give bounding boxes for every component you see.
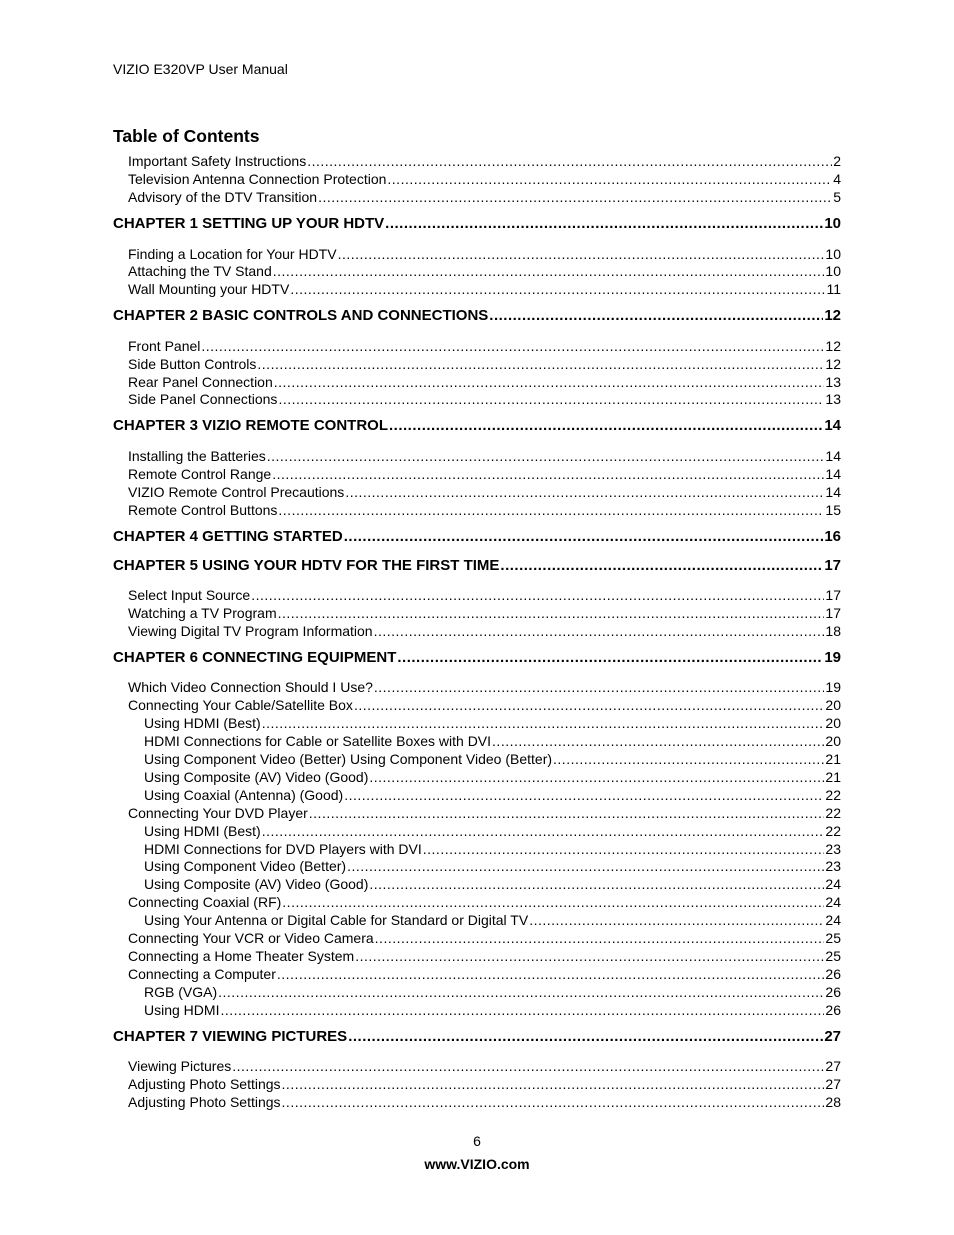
toc-entry-page-number: 24 — [825, 894, 841, 910]
toc-entry-page-number: 17 — [825, 587, 841, 603]
dot-leader — [262, 714, 825, 732]
toc-entry[interactable] — [144, 714, 841, 732]
toc-entry-label: VIZIO Remote Control Precautions — [128, 484, 345, 500]
toc-entry-page-number: 20 — [825, 733, 841, 749]
toc-entry-label: CHAPTER 3 VIZIO REMOTE CONTROL — [113, 417, 389, 434]
toc-entry[interactable] — [128, 501, 841, 519]
toc-entry-page-number: 19 — [824, 649, 841, 666]
dot-leader — [529, 911, 824, 929]
toc-entry[interactable] — [128, 947, 841, 965]
dot-leader — [374, 622, 825, 640]
toc-entry-page-number: 28 — [825, 1094, 841, 1110]
toc-entry-page-number: 26 — [825, 984, 841, 1000]
toc-entry-page-number: 2 — [833, 153, 841, 169]
toc-entry-page-number: 13 — [825, 391, 841, 407]
dot-leader — [375, 929, 825, 947]
toc-entry[interactable] — [128, 1093, 841, 1111]
toc-entry-page-number: 24 — [825, 876, 841, 892]
toc-entry-label: Using Composite (AV) Video (Good) — [144, 876, 369, 892]
dot-leader — [344, 527, 824, 547]
toc-chapter-entry[interactable] — [113, 648, 841, 668]
toc-entry[interactable] — [128, 965, 841, 983]
toc-entry[interactable] — [144, 750, 841, 768]
toc-entry-label: Using HDMI (Best) — [144, 823, 261, 839]
toc-entry[interactable] — [128, 373, 841, 391]
toc-entry[interactable] — [128, 152, 841, 170]
footer-url: www.VIZIO.com — [424, 1156, 530, 1172]
toc-entry-label: CHAPTER 7 VIEWING PICTURES — [113, 1028, 348, 1045]
toc-entry-page-number: 14 — [825, 466, 841, 482]
toc-entry-label: Using Component Video (Better) Using Component Video (Better) — [144, 751, 553, 767]
toc-entry-label: Finding a Location for Your HDTV — [128, 246, 337, 262]
toc-entry-page-number: 21 — [825, 751, 841, 767]
toc-entry-page-number: 23 — [825, 858, 841, 874]
toc-entry-label: Using Component Video (Better) — [144, 858, 347, 874]
dot-leader — [218, 983, 824, 1001]
toc-entry[interactable] — [144, 786, 841, 804]
dot-leader — [387, 170, 832, 188]
toc-entry-label: CHAPTER 5 USING YOUR HDTV FOR THE FIRST TIME — [113, 557, 500, 574]
toc-entry-page-number: 14 — [825, 448, 841, 464]
toc-entry[interactable] — [128, 337, 841, 355]
toc-entry-page-number: 15 — [825, 502, 841, 518]
toc-entry-label: HDMI Connections for DVD Players with DVI — [144, 841, 422, 857]
toc-entry-page-number: 5 — [833, 189, 841, 205]
toc-entry-label: Select Input Source — [128, 587, 251, 603]
toc-entry[interactable] — [128, 1075, 841, 1093]
dot-leader — [389, 416, 823, 436]
toc-entry-label: Remote Control Range — [128, 466, 272, 482]
toc-chapter-entry[interactable] — [113, 306, 841, 326]
toc-entry-page-number: 14 — [824, 417, 841, 434]
toc-entry-page-number: 11 — [826, 281, 841, 297]
toc-entry-label: Using HDMI (Best) — [144, 715, 261, 731]
toc-entry[interactable] — [128, 622, 841, 640]
dot-leader — [251, 586, 824, 604]
toc-entry-page-number: 20 — [825, 715, 841, 731]
toc-entry-label: Side Panel Connections — [128, 391, 278, 407]
dot-leader — [397, 648, 823, 668]
toc-entry-page-number: 26 — [825, 966, 841, 982]
toc-entry[interactable] — [128, 678, 841, 696]
toc-entry-page-number: 4 — [833, 171, 841, 187]
toc-entry[interactable] — [144, 840, 841, 858]
toc-entry-label: Viewing Pictures — [128, 1058, 232, 1074]
toc-entry[interactable] — [144, 822, 841, 840]
document-header-title: VIZIO E320VP User Manual — [113, 61, 288, 77]
toc-entry[interactable] — [144, 768, 841, 786]
toc-entry[interactable] — [128, 804, 841, 822]
toc-entry-page-number: 17 — [824, 557, 841, 574]
toc-entry-label: CHAPTER 1 SETTING UP YOUR HDTV — [113, 215, 385, 232]
toc-entry-page-number: 12 — [825, 338, 841, 354]
toc-entry-label: CHAPTER 6 CONNECTING EQUIPMENT — [113, 649, 397, 666]
toc-entry[interactable] — [128, 355, 841, 373]
dot-leader — [201, 337, 824, 355]
toc-entry-label: Connecting Your Cable/Satellite Box — [128, 697, 353, 713]
dot-leader — [500, 556, 823, 576]
toc-chapter-entry[interactable] — [113, 214, 841, 234]
toc-entry-label: Connecting a Home Theater System — [128, 948, 355, 964]
toc-chapter-entry[interactable] — [113, 1027, 841, 1047]
toc-entry[interactable] — [128, 188, 841, 206]
toc-entry-label: Attaching the TV Stand — [128, 263, 272, 279]
dot-leader — [423, 840, 825, 858]
toc-entry-label: Viewing Digital TV Program Information — [128, 623, 373, 639]
dot-leader — [262, 822, 825, 840]
dot-leader — [355, 947, 824, 965]
toc-entry-page-number: 10 — [824, 215, 841, 232]
dot-leader — [318, 188, 832, 206]
dot-leader — [369, 768, 824, 786]
toc-entry-page-number: 13 — [825, 374, 841, 390]
toc-entry[interactable] — [128, 929, 841, 947]
dot-leader — [344, 786, 824, 804]
dot-leader — [220, 1001, 824, 1019]
toc-entry-page-number: 25 — [825, 930, 841, 946]
dot-leader — [338, 245, 825, 263]
toc-entry-label: Side Button Controls — [128, 356, 257, 372]
dot-leader — [309, 804, 825, 822]
toc-entry-page-number: 18 — [825, 623, 841, 639]
toc-entry-label: CHAPTER 2 BASIC CONTROLS AND CONNECTIONS — [113, 307, 489, 324]
toc-entry-page-number: 12 — [824, 307, 841, 324]
dot-leader — [232, 1057, 824, 1075]
toc-entry[interactable] — [128, 280, 841, 298]
dot-leader — [345, 483, 824, 501]
dot-leader — [278, 501, 824, 519]
toc-entry-label: Connecting a Computer — [128, 966, 276, 982]
toc-entry-page-number: 10 — [825, 263, 841, 279]
toc-chapter-entry[interactable] — [113, 556, 841, 576]
dot-leader — [278, 604, 825, 622]
toc-entry-label: Using Composite (AV) Video (Good) — [144, 769, 369, 785]
toc-entry-page-number: 21 — [825, 769, 841, 785]
toc-entry[interactable] — [144, 857, 841, 875]
toc-entry-page-number: 24 — [825, 912, 841, 928]
dot-leader — [282, 1093, 825, 1111]
dot-leader — [369, 875, 824, 893]
dot-leader — [272, 465, 824, 483]
toc-entry-page-number: 17 — [825, 605, 841, 621]
dot-leader — [354, 696, 824, 714]
toc-entry[interactable] — [144, 1001, 841, 1019]
toc-entry-page-number: 26 — [825, 1002, 841, 1018]
toc-entry-label: Remote Control Buttons — [128, 502, 278, 518]
dot-leader — [278, 390, 824, 408]
dot-leader — [257, 355, 824, 373]
toc-entry-label: Television Antenna Connection Protection — [128, 171, 387, 187]
dot-leader — [282, 893, 824, 911]
toc-entry-page-number: 27 — [825, 1058, 841, 1074]
toc-entry[interactable] — [128, 170, 841, 188]
toc-entry-label: HDMI Connections for Cable or Satellite Boxes with DVI — [144, 733, 492, 749]
toc-entry[interactable] — [128, 465, 841, 483]
dot-leader — [273, 262, 825, 280]
toc-entry[interactable] — [128, 245, 841, 263]
dot-leader — [307, 152, 832, 170]
toc-entry[interactable] — [128, 586, 841, 604]
toc-entry-page-number: 22 — [825, 805, 841, 821]
toc-entry-page-number: 10 — [825, 246, 841, 262]
toc-entry-page-number: 22 — [825, 823, 841, 839]
toc-entry-page-number: 27 — [825, 1076, 841, 1092]
toc-entry-page-number: 12 — [825, 356, 841, 372]
toc-entry-page-number: 19 — [825, 679, 841, 695]
toc-entry-label: Using HDMI — [144, 1002, 220, 1018]
toc-chapter-entry[interactable] — [113, 527, 841, 547]
toc-entry[interactable] — [128, 604, 841, 622]
toc-entry-label: Using Coaxial (Antenna) (Good) — [144, 787, 344, 803]
toc-entry-label: Advisory of the DTV Transition — [128, 189, 318, 205]
toc-entry-label: Connecting Your DVD Player — [128, 805, 308, 821]
toc-entry[interactable] — [128, 893, 841, 911]
dot-leader — [374, 678, 825, 696]
toc-entry-label: RGB (VGA) — [144, 984, 218, 1000]
dot-leader — [492, 732, 824, 750]
toc-entry-label: Important Safety Instructions — [128, 153, 307, 169]
toc-entry-label: Adjusting Photo Settings — [128, 1094, 281, 1110]
toc-entry-page-number: 14 — [825, 484, 841, 500]
dot-leader — [348, 1027, 823, 1047]
dot-leader — [290, 280, 825, 298]
toc-entry[interactable] — [144, 911, 841, 929]
toc-entry-label: Which Video Connection Should I Use? — [128, 679, 373, 695]
toc-entry-label: Watching a TV Program — [128, 605, 277, 621]
dot-leader — [385, 214, 823, 234]
toc-entry-label: Adjusting Photo Settings — [128, 1076, 281, 1092]
toc-entry-label: Rear Panel Connection — [128, 374, 273, 390]
toc-entry-label: Installing the Batteries — [128, 448, 266, 464]
toc-entry[interactable] — [144, 983, 841, 1001]
dot-leader — [282, 1075, 825, 1093]
toc-entry[interactable] — [128, 447, 841, 465]
dot-leader — [274, 373, 825, 391]
toc-entry[interactable] — [144, 875, 841, 893]
dot-leader — [489, 306, 823, 326]
dot-leader — [347, 857, 824, 875]
toc-entry-page-number: 22 — [825, 787, 841, 803]
toc-entry-label: Front Panel — [128, 338, 201, 354]
toc-entry-page-number: 25 — [825, 948, 841, 964]
toc-heading: Table of Contents — [113, 126, 260, 146]
dot-leader — [277, 965, 825, 983]
toc-entry[interactable] — [128, 1057, 841, 1075]
dot-leader — [267, 447, 825, 465]
toc-entry-page-number: 16 — [824, 528, 841, 545]
toc-entry-label: Connecting Your VCR or Video Camera — [128, 930, 374, 946]
toc-chapter-entry[interactable] — [113, 416, 841, 436]
toc-entry-label: Connecting Coaxial (RF) — [128, 894, 282, 910]
toc-entry-page-number: 20 — [825, 697, 841, 713]
toc-entry[interactable] — [128, 483, 841, 501]
toc-entry-page-number: 27 — [824, 1028, 841, 1045]
toc-entry-label: Using Your Antenna or Digital Cable for Standard or Digital TV — [144, 912, 529, 928]
footer-page-number: 6 — [473, 1133, 481, 1149]
toc-entry[interactable] — [144, 732, 841, 750]
toc-entry-label: CHAPTER 4 GETTING STARTED — [113, 528, 343, 545]
dot-leader — [553, 750, 824, 768]
toc-entry[interactable] — [128, 696, 841, 714]
toc-entry-page-number: 23 — [825, 841, 841, 857]
toc-entry[interactable] — [128, 390, 841, 408]
toc-entry[interactable] — [128, 262, 841, 280]
toc-entry-label: Wall Mounting your HDTV — [128, 281, 290, 297]
